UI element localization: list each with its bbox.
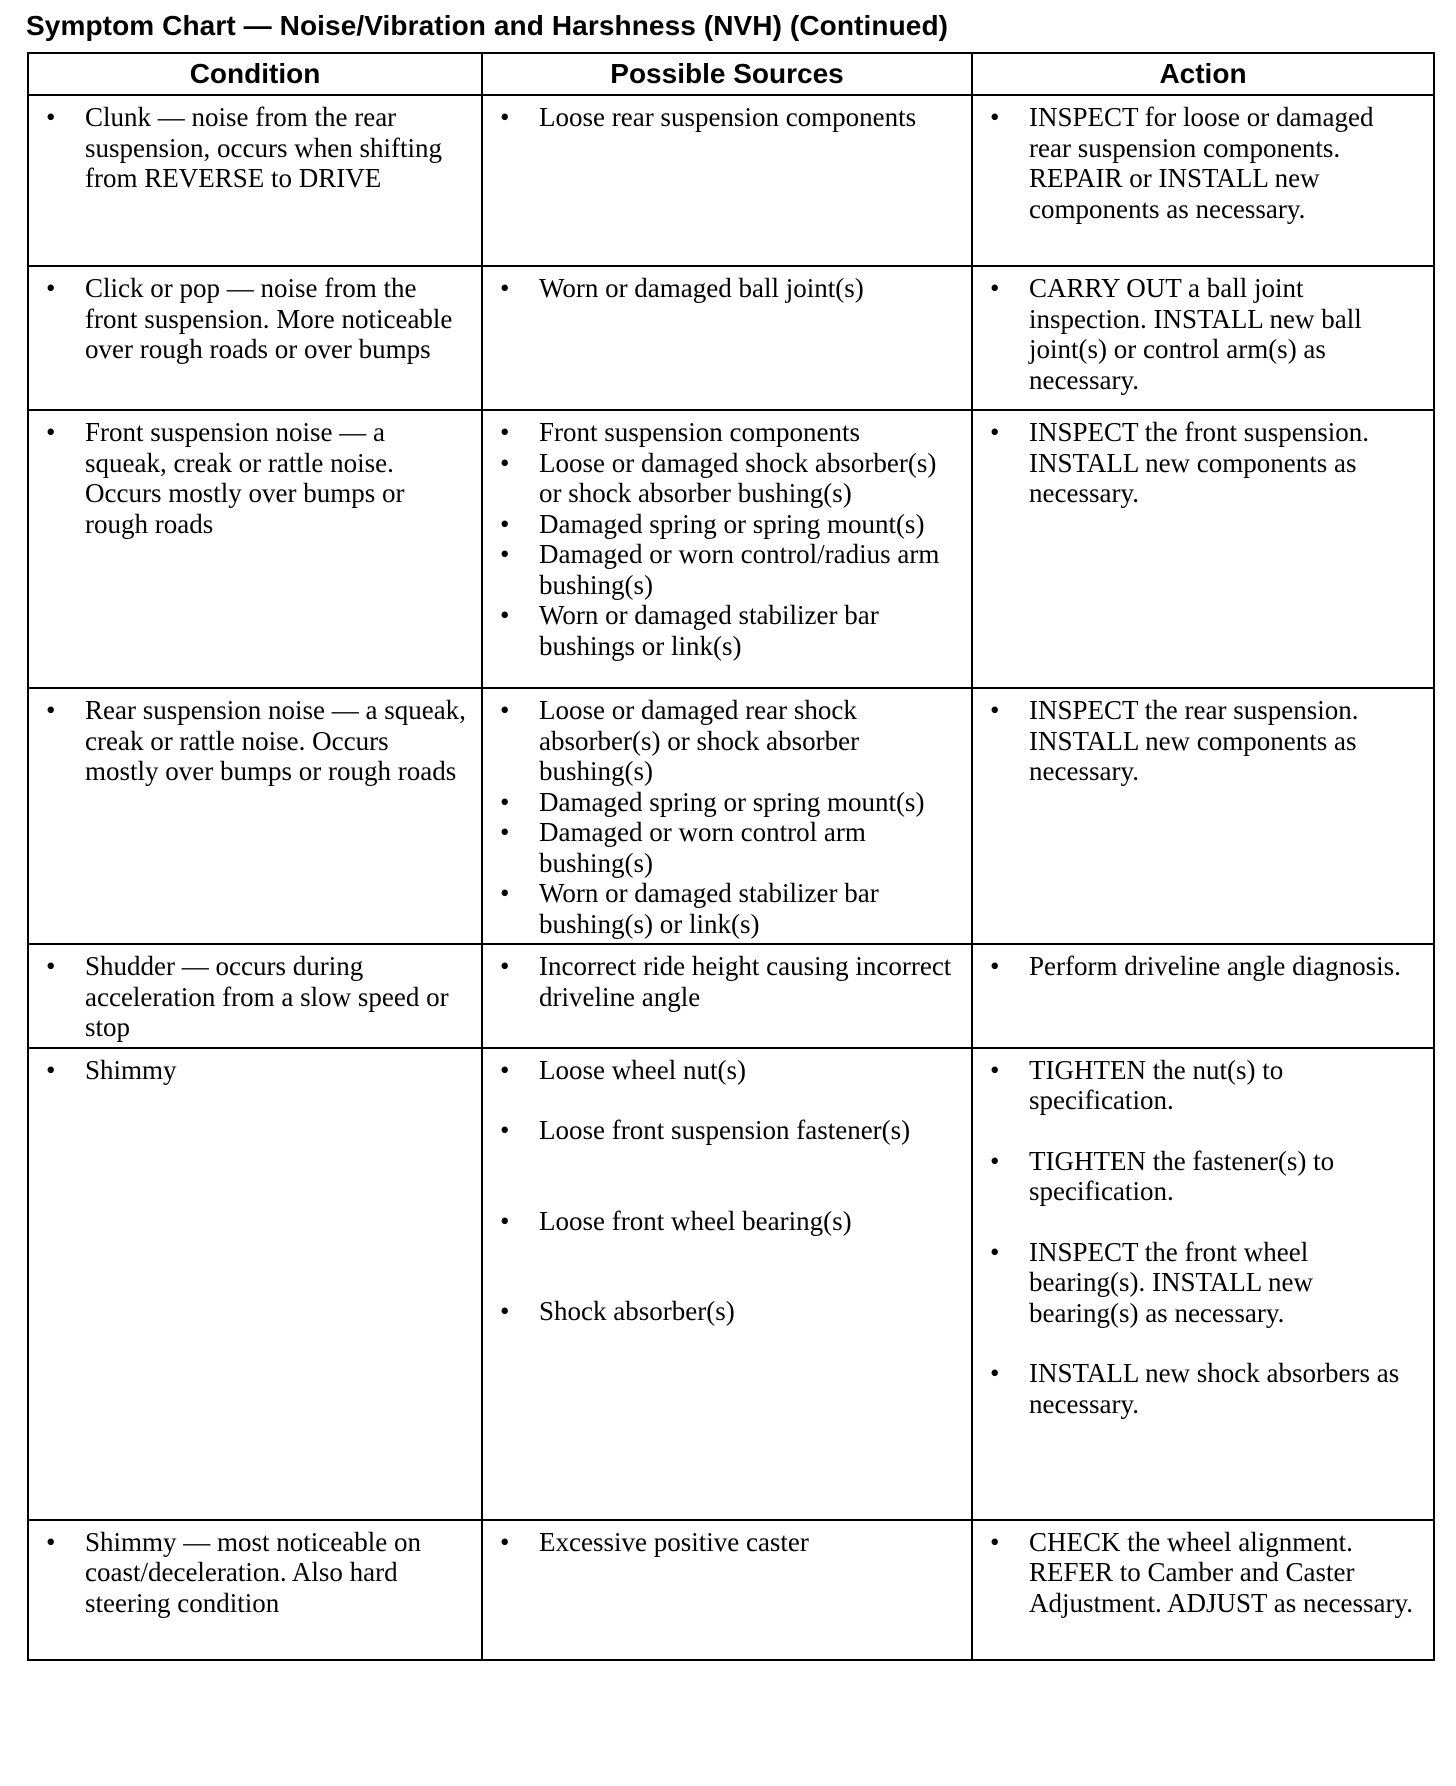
- action-cell: [972, 1520, 1434, 1660]
- table-row: [28, 1048, 1434, 1520]
- source-item: • Shock absorber(s): [495, 1296, 957, 1327]
- source-item: • Damaged or worn control/radius arm bushing(s): [495, 539, 957, 600]
- sources-cell: [482, 266, 972, 410]
- action-item: • CHECK the wheel alignment. REFER to Camber and Caster Adjustment. ADJUST as necessary.: [985, 1527, 1419, 1619]
- column-header-action: Action: [972, 53, 1434, 95]
- condition-cell: [28, 1520, 482, 1660]
- condition-text: • Shudder — occurs during acceleration from a slow speed or stop: [41, 951, 467, 1043]
- sources-cell: [482, 95, 972, 266]
- action-item: • INSTALL new shock absorbers as necessary.: [985, 1358, 1419, 1419]
- column-header-sources: Possible Sources: [482, 53, 972, 95]
- condition-cell: [28, 688, 482, 944]
- source-item: • Worn or damaged stabilizer bar bushings or link(s): [495, 600, 957, 661]
- sources-cell: [482, 1048, 972, 1520]
- condition-text: • Clunk — noise from the rear suspension, occurs when shifting from REVERSE to DRIVE: [41, 102, 467, 194]
- table-row: [28, 944, 1434, 1048]
- table-row: [28, 266, 1434, 410]
- source-item: • Loose wheel nut(s): [495, 1055, 957, 1086]
- action-item: • INSPECT the rear suspension. INSTALL new components as necessary.: [985, 695, 1419, 787]
- source-item: • Worn or damaged stabilizer bar bushing(s) or link(s): [495, 878, 957, 939]
- table-row: [28, 688, 1434, 944]
- condition-text: • Front suspension noise — a squeak, creak or rattle noise. Occurs mostly over bumps or rough roads: [41, 417, 467, 539]
- condition-text: • Rear suspension noise — a squeak, creak or rattle noise. Occurs mostly over bumps or rough roads: [41, 695, 467, 787]
- action-cell: [972, 95, 1434, 266]
- action-item: • TIGHTEN the fastener(s) to specification.: [985, 1146, 1419, 1207]
- sources-cell: [482, 944, 972, 1048]
- symptom-chart-table: [27, 52, 1435, 1661]
- action-cell: [972, 410, 1434, 688]
- condition-cell: [28, 410, 482, 688]
- action-cell: [972, 266, 1434, 410]
- source-item: • Front suspension components: [495, 417, 957, 448]
- action-cell: [972, 1048, 1434, 1520]
- column-header-condition: Condition: [28, 53, 482, 95]
- action-item: • Perform driveline angle diagnosis.: [985, 951, 1419, 982]
- source-item: • Loose front wheel bearing(s): [495, 1206, 957, 1237]
- action-item: • CARRY OUT a ball joint inspection. INSTALL new ball joint(s) or control arm(s) as necessary.: [985, 273, 1419, 395]
- source-item: • Damaged spring or spring mount(s): [495, 509, 957, 540]
- source-item: • Loose or damaged rear shock absorber(s) or shock absorber bushing(s): [495, 695, 957, 787]
- sources-cell: [482, 410, 972, 688]
- source-item: • Damaged spring or spring mount(s): [495, 787, 957, 818]
- sources-cell: [482, 1520, 972, 1660]
- source-item: • Damaged or worn control arm bushing(s): [495, 817, 957, 878]
- source-item: • Loose or damaged shock absorber(s) or shock absorber bushing(s): [495, 448, 957, 509]
- table-row: [28, 95, 1434, 266]
- condition-text: • Shimmy: [41, 1055, 467, 1086]
- source-item: • Loose rear suspension components: [495, 102, 957, 133]
- source-item: • Worn or damaged ball joint(s): [495, 273, 957, 304]
- source-item: • Incorrect ride height causing incorrect driveline angle: [495, 951, 957, 1012]
- action-item: • TIGHTEN the nut(s) to specification.: [985, 1055, 1419, 1116]
- table-header-row: [28, 53, 1434, 95]
- sources-cell: [482, 688, 972, 944]
- action-cell: [972, 688, 1434, 944]
- action-item: • INSPECT the front wheel bearing(s). INSTALL new bearing(s) as necessary.: [985, 1237, 1419, 1329]
- condition-cell: [28, 944, 482, 1048]
- action-item: • INSPECT the front suspension. INSTALL new components as necessary.: [985, 417, 1419, 509]
- condition-cell: [28, 1048, 482, 1520]
- source-item: • Loose front suspension fastener(s): [495, 1115, 957, 1146]
- condition-cell: [28, 95, 482, 266]
- page-title: Symptom Chart — Noise/Vibration and Harshness (NVH) (Continued): [26, 10, 949, 41]
- action-item: • INSPECT for loose or damaged rear suspension components. REPAIR or INSTALL new components as necessary.: [985, 102, 1419, 224]
- table-row: [28, 410, 1434, 688]
- table-row: [28, 1520, 1434, 1660]
- source-item: • Excessive positive caster: [495, 1527, 957, 1558]
- condition-text: • Shimmy — most noticeable on coast/deceleration. Also hard steering condition: [41, 1527, 467, 1619]
- condition-cell: [28, 266, 482, 410]
- condition-text: • Click or pop — noise from the front suspension. More noticeable over rough roads or over bumps: [41, 273, 467, 365]
- action-cell: [972, 944, 1434, 1048]
